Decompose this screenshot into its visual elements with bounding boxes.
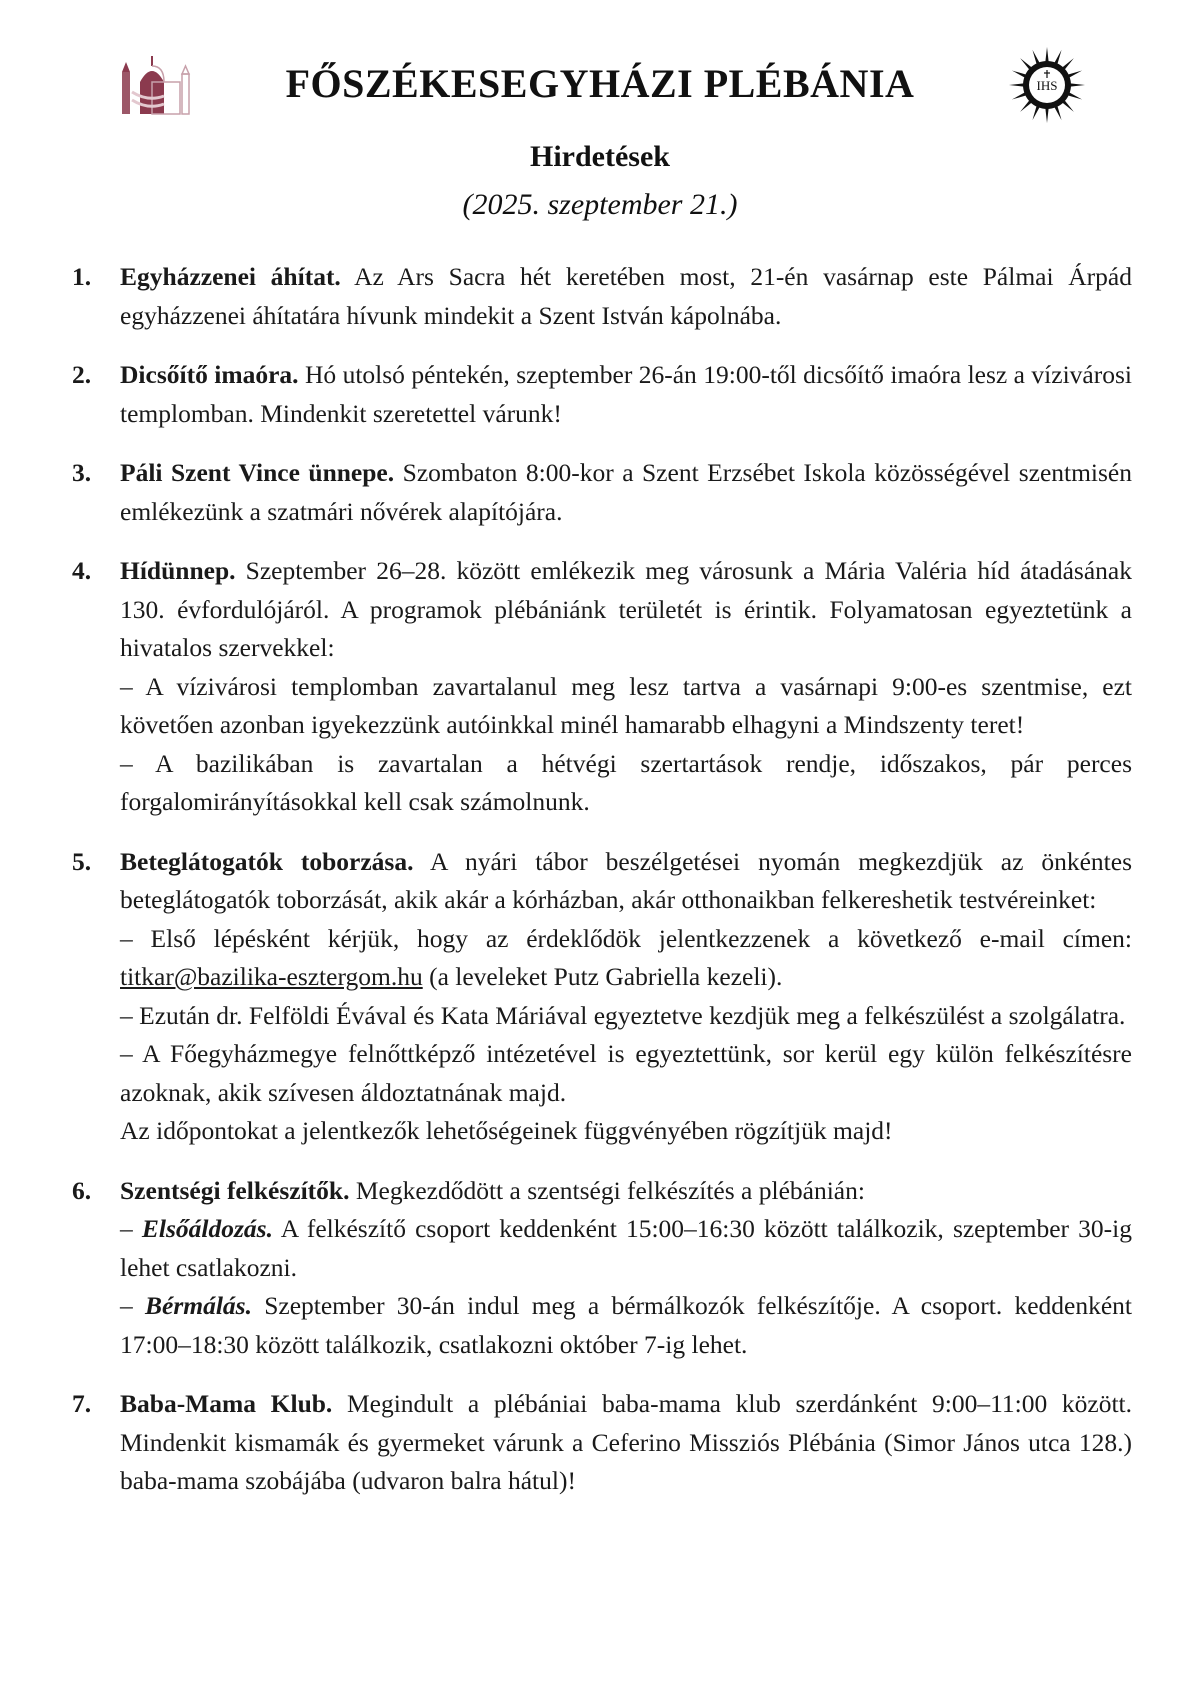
subitem (120, 1210, 1132, 1287)
item-title: Dicsőítő imaóra. (120, 360, 299, 389)
subitem-title: Elsőáldozás. (141, 1214, 273, 1243)
item-title: Beteglátogatók toborzása. (120, 846, 414, 876)
item-title: Páli Szent Vince ünnepe. (120, 458, 395, 487)
subitem-text: A felkészítő csoport keddenként 15:00–16:30 között találkozik, szeptember 30-ig lehet csatlakozni. (120, 1214, 1133, 1282)
item-title: Baba-Mama Klub. (120, 1389, 333, 1418)
announcement-item (72, 843, 1132, 1151)
bullet-item (120, 920, 1132, 997)
item-text: Megkezdődött a szentségi felkészítés a plébánián: (349, 1175, 865, 1205)
announcement-item (72, 552, 1132, 822)
item-number: 5. (72, 846, 92, 876)
bullet-item: – Ezután dr. Felföldi Évával és Kata Máriával egyeztetve kezdjük meg a felkészülést a szolgálatra. (120, 1000, 1126, 1030)
item-number: 3. (72, 458, 92, 487)
svg-text:IHS: IHS (1036, 78, 1058, 93)
item-number: 4. (72, 556, 92, 585)
document-title: Hirdetések (530, 140, 670, 173)
item-title: Egyházzenei áhítat. (120, 262, 341, 291)
bullet-text: – Első lépésként kérjük, hogy az érdeklődök jelentkezzenek a következő e-mail címen: (120, 923, 1132, 953)
subitem (120, 1287, 1132, 1364)
bullet-item: – A vízivárosi templomban zavartalanul meg lesz tartva a vasárnapi 9:00-es szentmise, ezt követően azonban igyekezzünk autóinkkal minél hamarabb elhagyni a Mindszenty teret! (120, 671, 1132, 739)
dash: – (120, 1291, 145, 1320)
item-text: Az Ars Sacra hét keretében most, 21-én vasárnap este Pálmai Árpád egyházzenei áhítatára hívunk mindekit a Szent István kápolnába. (120, 262, 1132, 330)
item-text: Szombaton 8:00-kor a Szent Erzsébet Iskola közösségével szentmisén emlékezünk a szatmári nővérek alapítójára. (120, 458, 1133, 526)
document-header (0, 40, 1200, 130)
bullet-item: – A bazilikában is zavartalan a hétvégi szertartások rendje, időszakos, pár perces forgalomirányításokkal kell csak számolnunk. (120, 748, 1132, 816)
email-link[interactable]: titkar@bazilika-esztergom.hu (120, 962, 423, 991)
item-text: Hó utolsó péntekén, szeptember 26-án 19:00-től dicsőítő imaóra lesz a vízivárosi templomban. Mindenkit szeretettel várunk! (120, 360, 1132, 428)
announcement-list (72, 258, 1132, 1522)
item-number: 1. (72, 262, 92, 291)
subitem-text: Szeptember 30-án indul meg a bérmálkozók felkészítője. A csoport. keddenként 17:00–18:30 között találkozik, csatlakozni október 7-ig lehet. (120, 1291, 1133, 1359)
announcement-item (72, 258, 1132, 335)
item-text: A nyári tábor beszélgetései nyomán megkezdjük az önkéntes beteglátogatók toborzását, akik akár a kórházban, akár otthonaikban felkereshetik testvéreinket: (120, 846, 1132, 914)
announcement-item (72, 356, 1132, 433)
subitem-title: Bérmálás. (145, 1291, 252, 1320)
ihs-sunburst-icon (1008, 46, 1086, 124)
item-number: 2. (72, 360, 92, 389)
item-title: Hídünnep. (120, 556, 236, 585)
bullet-item: – A Főegyházmegye felnőttképző intézetével is egyeztettünk, sor kerül egy külön felkészítésre azoknak, akik szívesen áldoztatnának majd. (120, 1039, 1132, 1107)
announcement-item (72, 454, 1132, 531)
announcement-item (72, 1172, 1132, 1365)
item-text: Megindult a plébániai baba-mama klub szerdánként 9:00–11:00 között. Mindenkit kismamák és gyermeket várunk a Ceferino Missziós Plébánia (Simor János utca 128.) baba-mama szobájába (udvaron balra hátul)! (120, 1389, 1132, 1495)
bullet-text: (a leveleket Putz Gabriella kezeli). (422, 962, 783, 991)
dash: – (120, 1214, 142, 1243)
item-title: Szentségi felkészítők. (120, 1175, 350, 1205)
closing-line: Az időpontokat a jelentkezők lehetőségeinek függvényében rögzítjük majd! (120, 1116, 893, 1145)
announcement-item (72, 1385, 1132, 1501)
item-number: 6. (72, 1175, 92, 1205)
item-text: Szeptember 26–28. között emlékezik meg városunk a Mária Valéria híd átadásának 130. évfordulójáról. A programok plébániánk területét is érintik. Folyamatosan egyeztetünk a hivatalos szervekkel: (120, 556, 1132, 662)
organization-title: FŐSZÉKESEGYHÁZI PLÉBÁNIA (285, 61, 915, 106)
document-date: (2025. szeptember 21.) (462, 188, 738, 221)
item-number: 7. (72, 1389, 92, 1418)
